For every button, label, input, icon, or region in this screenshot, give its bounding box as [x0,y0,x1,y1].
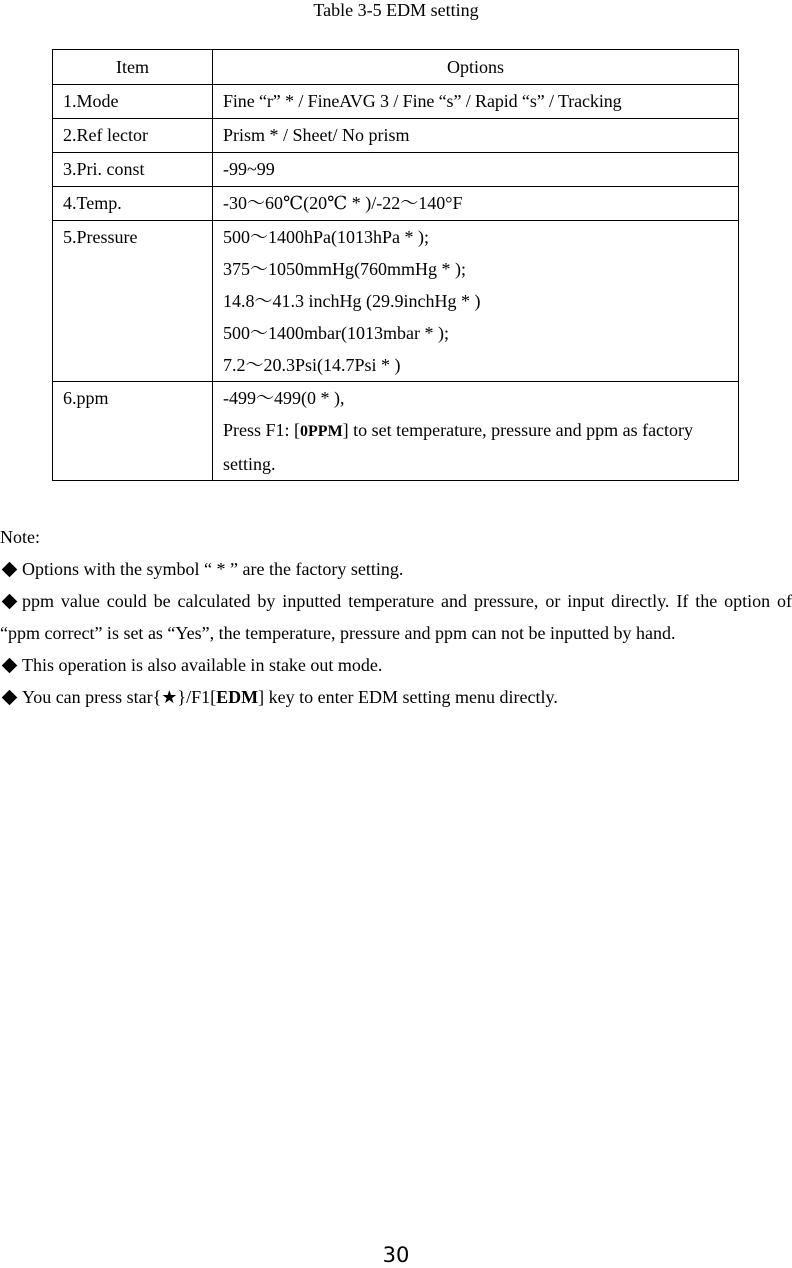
note-bullet-ppm [0,585,792,649]
note-text: ppm value could be calculated by inputted temperature and pressure, or input directly. If the option of “ppm correct” is set as “Yes”, the temperature, pressure and ppm can not be inputted by hand. [0,591,792,643]
note-bullet-factory [0,553,792,585]
page-number: 30 [382,1243,410,1267]
note-bullet-stakeout [0,649,792,681]
row-priconst-options: -99~99 [213,153,739,187]
row-mode-item: 1.Mode [53,85,213,119]
table-row [53,153,739,187]
table-row [53,85,739,119]
table-header-row [53,50,739,85]
edm-key-label: EDM [216,687,259,707]
row-reflector-item: 2.Ref lector [53,119,213,153]
note-text-suffix: ] key to enter EDM setting menu directly. [258,687,558,707]
note-bullet-shortcut [0,681,792,713]
table-row [53,187,739,221]
ppm-press-suffix: ] to set temperature, pressure and ppm as factory setting. [223,420,694,474]
ppm-press-instruction [223,414,730,480]
table-row [53,221,739,382]
row-ppm-item: 6.ppm [53,382,213,481]
row-ppm-options [213,382,739,481]
ppm-option-range: -499～499(0 * ), [223,388,345,408]
table-caption: Table 3-5 EDM setting [313,0,479,20]
header-item: Item [53,50,213,85]
ppm-key-label: 0PPM [300,423,343,440]
row-reflector-options: Prism * / Sheet/ No prism [213,119,739,153]
row-pressure-options [213,221,739,382]
diamond-bullet-icon [2,658,18,674]
note-text-prefix: You can press star{★}/F1[ [22,687,217,707]
table-row [53,382,739,481]
pressure-option-inhg: 14.8～41.3 inchHg (29.9inchHg * ) [223,291,481,311]
note-text: This operation is also available in stake out mode. [22,655,383,675]
edm-setting-table [52,49,739,481]
row-temp-options: -30～60℃(20℃ * )/-22～140°F [213,187,739,221]
diamond-bullet-icon [2,594,18,610]
table-row [53,119,739,153]
ppm-press-prefix: Press F1: [ [223,420,301,440]
pressure-option-mmhg: 375～1050mmHg(760mmHg * ); [223,259,466,279]
row-mode-options: Fine “r” * / FineAVG 3 / Fine “s” / Rapid “s” / Tracking [213,85,739,119]
pressure-option-mbar: 500～1400mbar(1013mbar * ); [223,323,449,343]
notes-heading: Note: [0,527,40,547]
diamond-bullet-icon [2,562,18,578]
row-temp-item: 4.Temp. [53,187,213,221]
row-priconst-item: 3.Pri. const [53,153,213,187]
header-options: Options [213,50,739,85]
row-pressure-item: 5.Pressure [53,221,213,382]
pressure-option-psi: 7.2～20.3Psi(14.7Psi * ) [223,355,401,375]
notes-section [0,521,792,713]
pressure-option-hpa: 500～1400hPa(1013hPa * ); [223,227,429,247]
note-text: Options with the symbol “ * ” are the factory setting. [22,559,404,579]
diamond-bullet-icon [2,690,18,706]
